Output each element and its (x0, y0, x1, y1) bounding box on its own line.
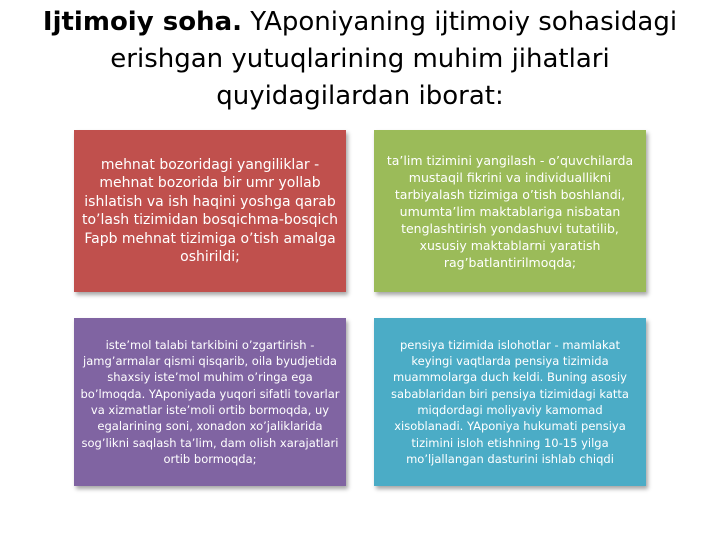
slide-title-text: YAponiyaning ijtimoiy sohasidagi erishgan yutuqlarining muhim jihatlari quyidagilardan iborat: (110, 7, 678, 111)
slide-title-bold: Ijtimoiy soha. (42, 7, 242, 37)
pension-text: pensiya tizimida islohotlar - mamlakat keyingi vaqtlarda pensiya tizimida muammolarga duch keldi. Buning asosiy sabablaridan biri pensiya tizimidagi katta miqdordagi moliyaviy kamomad xisoblanadi. YAponiya hukumati pensiya tizimini isloh etishning 10-15 yilga mo’ljallangan dasturini ishlab chiqdi (391, 337, 629, 466)
labor-market-text: mehnat bozoridagi yangiliklar - mehnat bozorida bir umr yollab ishlatish va ish haqini yoshga qarab to’lash tizimidan bosqichma-bosqich Fapb mehnat tizimiga o’tish amalga oshirildi; (82, 156, 338, 265)
consumption-box (74, 318, 346, 486)
education-box (374, 130, 646, 292)
labor-market-box (74, 130, 346, 292)
slide-title (20, 4, 700, 115)
education-text: ta’lim tizimini yangilash - o’quvchilarda mustaqil fikrini va individuallikni tarbiyalash tizimiga o’tish boshlandi, umumta’lim maktablariga nisbatan tenglashtirish yondashuvi tutatilib, xususiy maktablarni yaratish rag’batlantirilmoqda; (386, 152, 634, 270)
pension-box (374, 318, 646, 486)
consumption-text: iste’mol talabi tarkibini o’zgartirish - jamg’armalar qismi qisqarib, oila byudjetida shaxsiy iste’mol muhim o’ringa ega bo’lmoqda. YAponiyada yuqori sifatli tovarlar va xizmatlar iste’moli ortib bormoqda, uy egalarining soni, xonadon xo’jaliklarida sog’likni saqlash ta’lim, dam olish xarajatlari ortib bormoqda; (80, 337, 340, 466)
